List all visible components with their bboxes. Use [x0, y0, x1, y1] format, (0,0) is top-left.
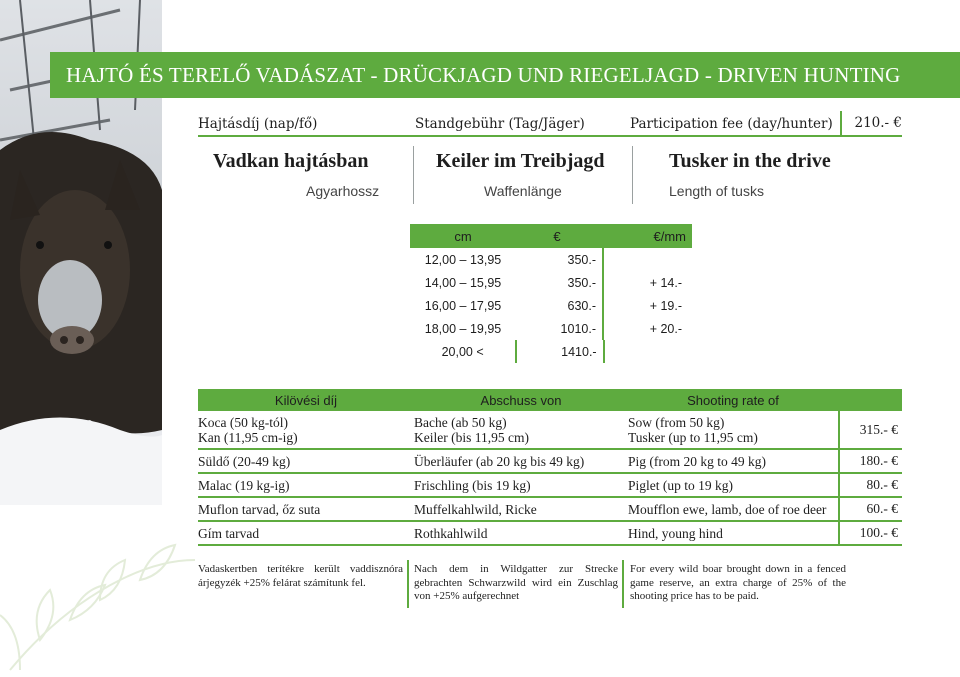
table-row: [198, 474, 902, 498]
table-row: [410, 271, 692, 294]
rate-header-hu: Kilövési díj: [274, 392, 338, 408]
rate-value: 60.- €: [838, 498, 902, 520]
heading-de: Keiler im Treibjagd: [436, 150, 605, 172]
rate-de: Muffelkahlwild, Ricke: [414, 502, 537, 517]
rate-en: Tusker (up to 11,95 cm): [628, 430, 758, 445]
heading-hu: Vadkan hajtásban: [213, 150, 369, 172]
rate-de: Rothkahlwild: [414, 526, 488, 541]
tusk-per-mm: + 19.-: [649, 298, 682, 313]
rate-en: Hind, young hind: [628, 526, 723, 541]
fee-value: 210.- €: [840, 111, 902, 135]
rate-value: 100.- €: [838, 522, 902, 544]
rate-de: Frischling (bis 19 kg): [414, 478, 531, 493]
subheading-hu: Agyarhossz: [306, 183, 380, 199]
heading-en: Tusker in the drive: [669, 150, 831, 172]
fee-label-en: Participation fee (day/hunter): [630, 116, 833, 132]
rate-table-header: [198, 389, 902, 411]
rate-en: Moufflon ewe, lamb, doe of roe deer: [628, 502, 827, 517]
tusk-range: 16,00 – 17,95: [424, 298, 502, 313]
heading-divider: [413, 146, 414, 204]
table-row: [410, 317, 692, 340]
note-hu: Vadaskertben terítékre került vaddisznóra árjegyzék +25% felárat számítunk fel.: [198, 563, 403, 589]
table-row: [198, 450, 902, 474]
table-row: [410, 248, 692, 271]
table-row: [410, 294, 692, 317]
tusk-header-eur: €: [553, 228, 561, 244]
tusk-per-mm: [605, 340, 692, 363]
note-en: For every wild boar brought down in a fenced game reserve, an extra charge of 25% of the shooting price has to be paid.: [630, 563, 846, 602]
tusk-range: 18,00 – 19,95: [424, 321, 502, 336]
note-de: Nach dem in Wildgatter zur Strecke gebrachten Schwarzwild wird ein Zuschlag von +25% aufgerechnet: [414, 563, 618, 602]
note-divider: [622, 560, 624, 608]
rate-value: 80.- €: [838, 474, 902, 496]
tusk-price: 350.-: [516, 271, 604, 294]
rate-value: 315.- €: [838, 411, 902, 448]
table-row: [198, 498, 902, 522]
table-row: [198, 411, 902, 450]
table-row: [410, 340, 692, 363]
rate-en: Piglet (up to 19 kg): [628, 478, 733, 493]
fee-label-hu: Hajtásdíj (nap/fő): [198, 116, 318, 132]
tusk-price: 350.-: [516, 248, 604, 271]
rate-en: Pig (from 20 kg to 49 kg): [628, 454, 766, 469]
rate-en: Sow (from 50 kg): [628, 415, 725, 430]
rate-hu: Malac (19 kg-ig): [198, 478, 290, 493]
table-row: [198, 522, 902, 546]
subheading-de: Waffenlänge: [484, 183, 562, 199]
note-divider: [407, 560, 409, 608]
rate-hu: Gím tarvad: [198, 526, 260, 541]
rate-header-de: Abschuss von: [480, 392, 562, 408]
participation-fee-row: [198, 111, 902, 137]
tusk-table-header: [410, 224, 692, 248]
shooting-rate-table: [198, 389, 902, 546]
subheading-en: Length of tusks: [669, 183, 764, 199]
tusk-per-mm: + 20.-: [649, 321, 682, 336]
tusk-range: 12,00 – 13,95: [424, 252, 502, 267]
tusk-range: 14,00 – 15,95: [424, 275, 502, 290]
tusk-price: 1410.-: [517, 340, 604, 363]
page-title: HAJTÓ ÉS TERELŐ VADÁSZAT - DRÜCKJAGD UND RIEGELJAGD - DRIVEN HUNTING: [50, 52, 960, 98]
rate-hu: Muflon tarvad, őz suta: [198, 502, 321, 517]
tusk-range: 20,00 <: [410, 340, 517, 363]
tusk-price-table: [410, 224, 692, 363]
rate-de: Keiler (bis 11,95 cm): [414, 430, 529, 445]
rate-de: Bache (ab 50 kg): [414, 415, 507, 430]
rate-header-en: Shooting rate of: [687, 392, 779, 408]
heading-divider: [632, 146, 633, 204]
tusk-price: 1010.-: [516, 317, 604, 340]
leaf-ornament-icon: [0, 520, 200, 677]
rate-hu: Kan (11,95 cm-ig): [198, 430, 298, 445]
tusk-per-mm: + 14.-: [649, 275, 682, 290]
tusk-price: 630.-: [516, 294, 604, 317]
rate-value: 180.- €: [838, 450, 902, 472]
rate-hu: Süldő (20-49 kg): [198, 454, 291, 469]
tusk-header-eur-mm: €/mm: [653, 228, 686, 244]
tusk-per-mm: [604, 248, 692, 271]
fee-label-de: Standgebühr (Tag/Jäger): [415, 116, 585, 132]
rate-hu: Koca (50 kg-tól): [198, 415, 288, 430]
rate-de: Überläufer (ab 20 kg bis 49 kg): [414, 454, 585, 469]
tusk-header-cm: cm: [454, 228, 472, 244]
